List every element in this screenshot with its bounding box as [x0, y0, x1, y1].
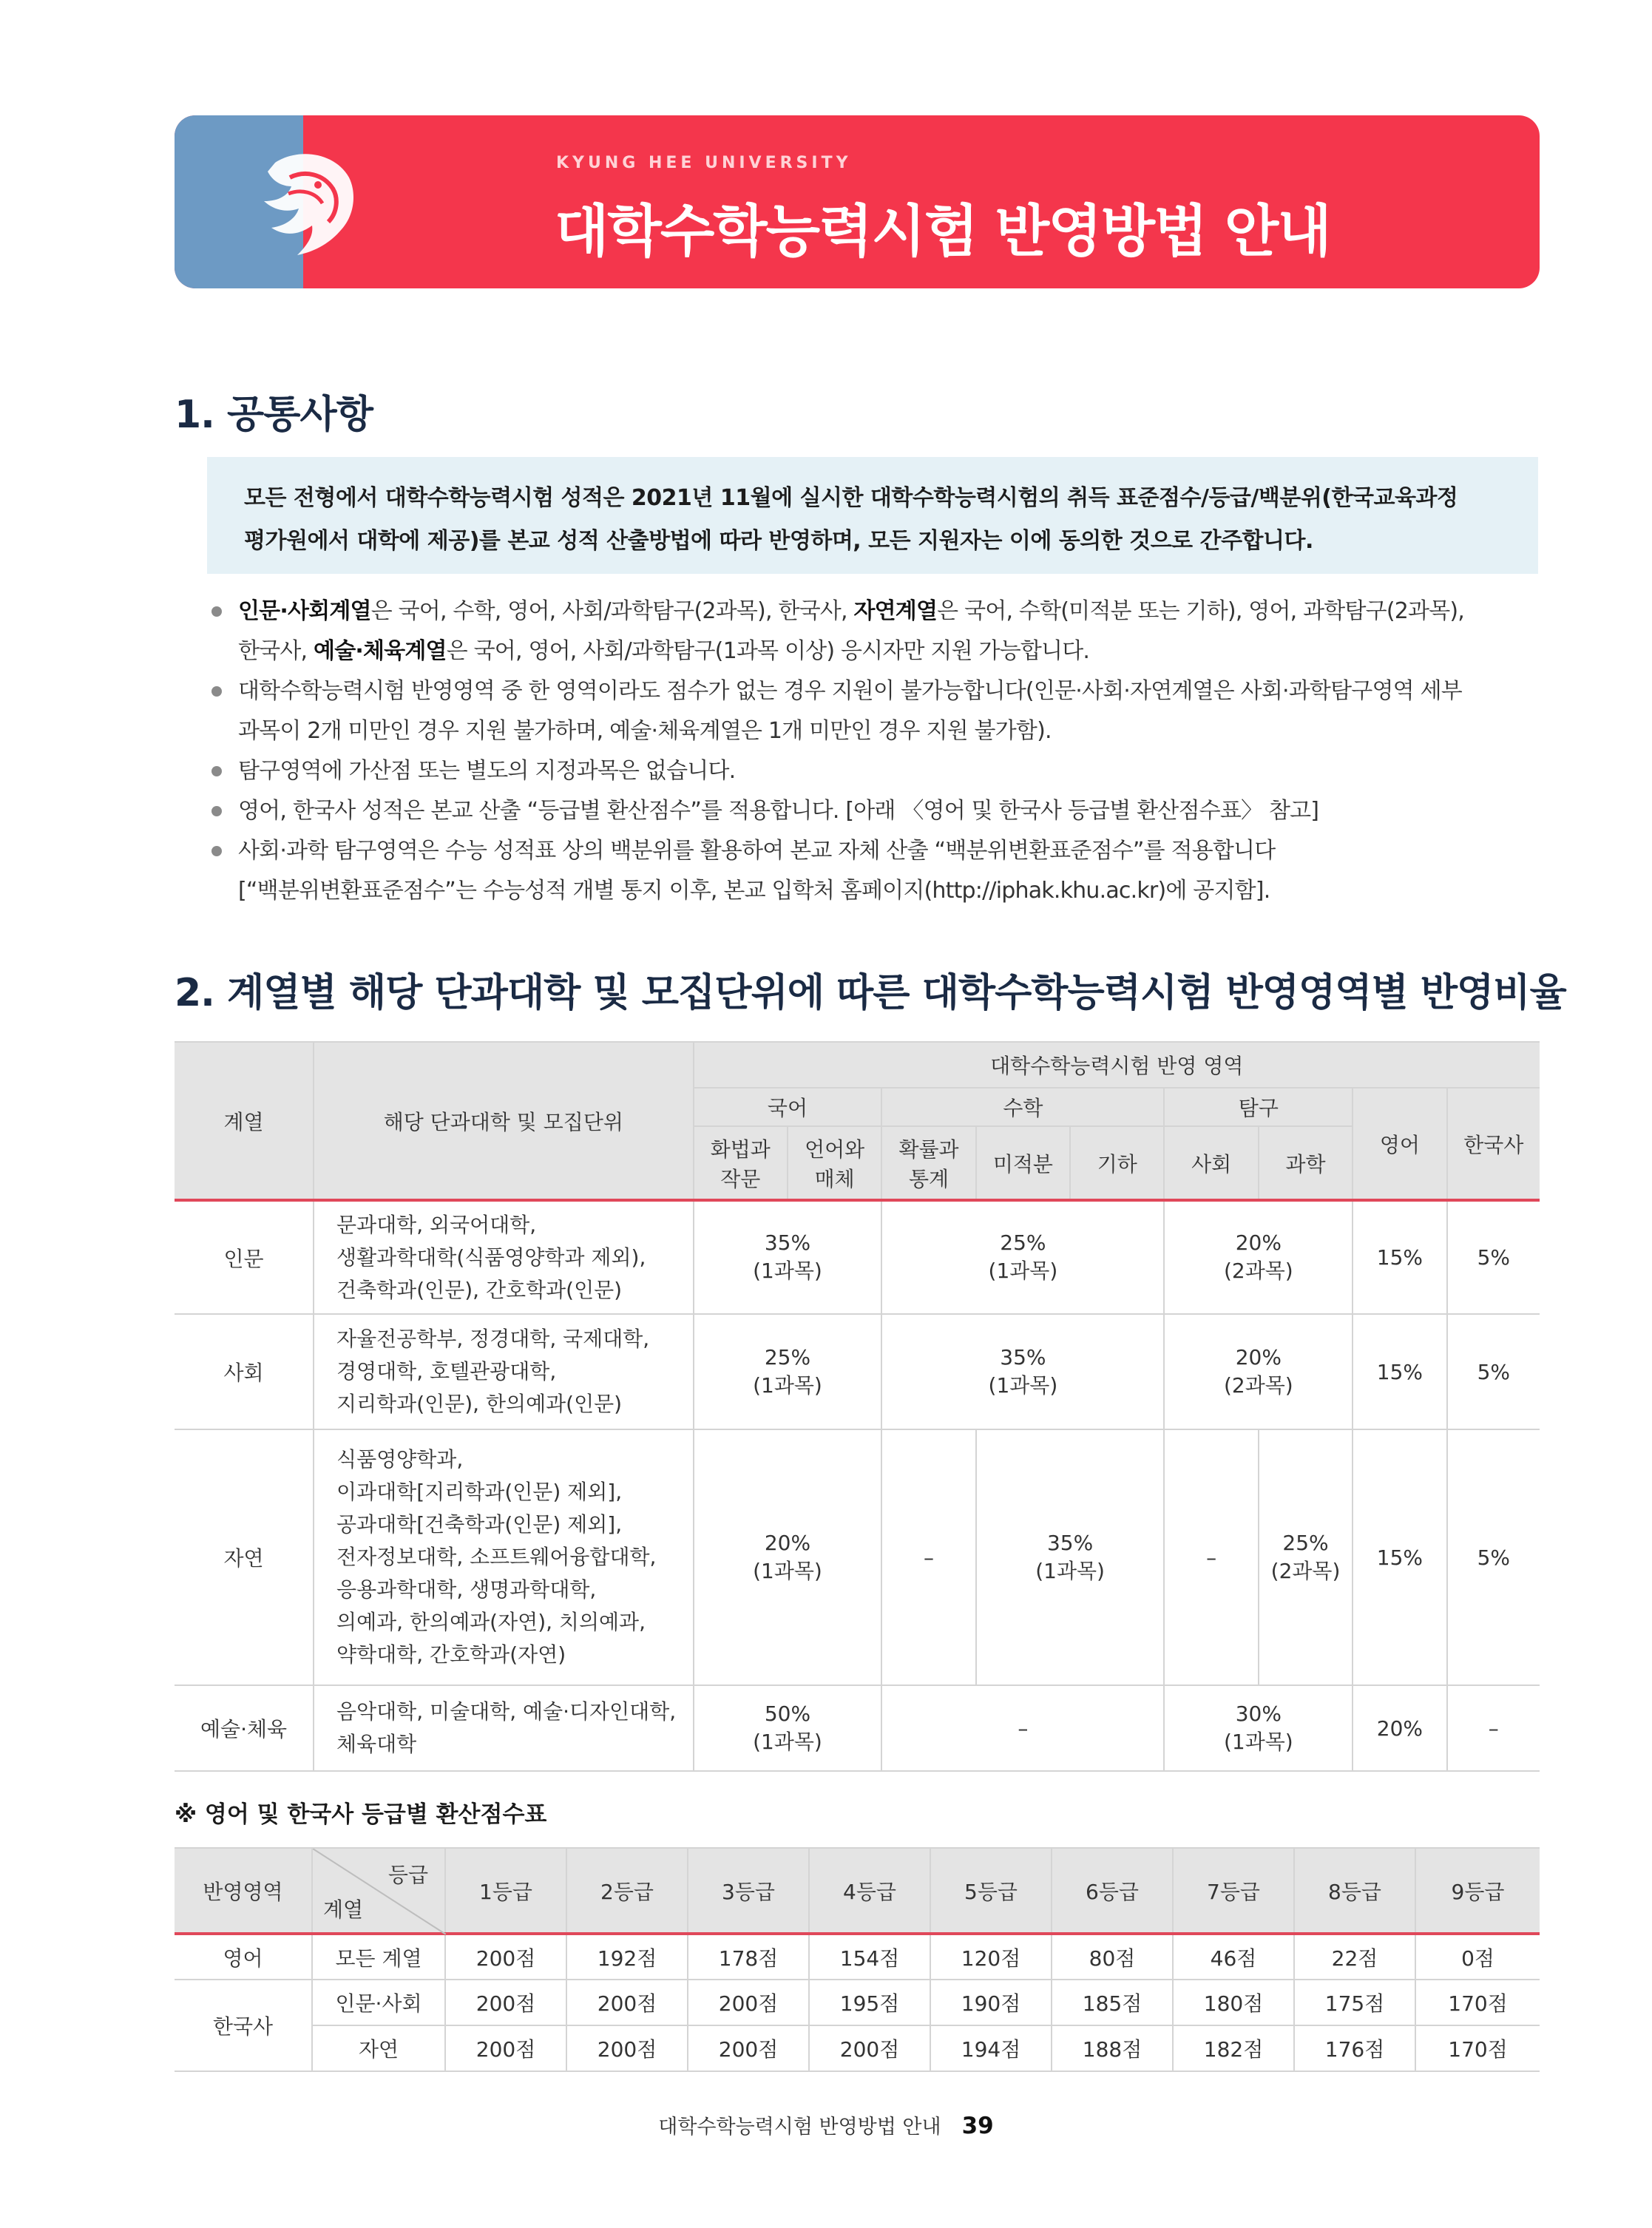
conversion-table [175, 1847, 1540, 2072]
korean-ratio [694, 1685, 882, 1771]
track-cell: 모든 계열 [312, 1934, 445, 1980]
history-ratio: – [1447, 1685, 1540, 1771]
header-math: 수학 [881, 1088, 1164, 1126]
text: 사회·과학 탐구영역은 수능 성적표 상의 백분위를 활용하여 본교 자체 산출 “백분위변환표준점수”를 적용합니다 [238, 838, 1276, 864]
table-row [175, 1934, 1540, 1980]
grade-header: 1등급 [445, 1848, 566, 1934]
math-ratio [881, 1200, 1164, 1314]
unit-line: 음악대학, 미술대학, 예술·디자인대학, [336, 1699, 677, 1724]
unit-line: 체육대학 [336, 1732, 417, 1756]
conversion-title: ※ 영어 및 한국사 등급별 환산점수표 [175, 1801, 547, 1828]
table-row [175, 1200, 1540, 1314]
korean-ratio [694, 1314, 882, 1429]
track-cell: 사회 [175, 1314, 314, 1429]
score-cell: 200점 [445, 2025, 566, 2071]
unit-line: 응용과학대학, 생명과학대학, [336, 1577, 597, 1602]
english-ratio: 15% [1353, 1200, 1446, 1314]
score-cell: 200점 [809, 2025, 930, 2071]
header-line: 화법과 [710, 1137, 771, 1162]
value: 35% [1046, 1530, 1094, 1555]
bullet-item [207, 831, 1538, 911]
score-cell: 80점 [1052, 1934, 1173, 1980]
unit-line: 경영대학, 호텔관광대학, [336, 1359, 557, 1384]
value: 25% [1282, 1530, 1329, 1555]
unit-line: 이과대학[지리학과(인문) 제외], [336, 1480, 623, 1504]
text: 은 국어, 수학, 영어, 사회/과학탐구(2과목), 한국사, [370, 598, 854, 624]
value-sub: (1과목) [1035, 1558, 1105, 1583]
value: 25% [764, 1344, 811, 1369]
value-sub: (2과목) [1223, 1259, 1293, 1283]
bullet-item [207, 791, 1538, 831]
score-cell: 182점 [1173, 2025, 1294, 2071]
bullet-dot-icon [211, 806, 222, 816]
unit-cell [314, 1200, 694, 1314]
score-cell: 200점 [688, 1980, 809, 2025]
unit-line: 생활과학대학(식품영양학과 제외), [336, 1245, 646, 1270]
common-bullets [207, 592, 1538, 911]
science-inquiry-ratio [1259, 1429, 1353, 1685]
bullet-item [207, 671, 1538, 751]
value-sub: (2과목) [1270, 1558, 1341, 1583]
table-row [175, 1980, 1540, 2025]
text: [“백분위변환표준점수”는 수능성적 개별 통지 이후, 본교 입학처 홈페이지(http://iphak.khu.ac.kr)에 공지함]. [238, 878, 1270, 904]
grade-header: 5등급 [930, 1848, 1052, 1934]
score-cell: 22점 [1294, 1934, 1415, 1980]
footer-label: 대학수학능력시험 반영방법 안내 [658, 2116, 941, 2139]
value: 20% [764, 1530, 811, 1555]
score-cell: 46점 [1173, 1934, 1294, 1980]
inquiry-ratio [1164, 1314, 1353, 1429]
inquiry-ratio [1164, 1200, 1353, 1314]
notice-line-1: 모든 전형에서 대학수학능력시험 성적은 2021년 11월에 실시한 대학수학능력시험의 취득 표준점수/등급/백분위(한국교육과정 [244, 485, 1458, 511]
table-row [175, 2025, 1540, 2071]
score-cell: 200점 [566, 1980, 688, 2025]
score-cell: 200점 [445, 1934, 566, 1980]
bullet-dot-icon [211, 686, 222, 697]
score-cell: 192점 [566, 1934, 688, 1980]
page-number: 39 [961, 2113, 994, 2139]
bullet-item [207, 751, 1538, 791]
value-sub: (1과목) [1223, 1729, 1293, 1754]
english-ratio: 15% [1353, 1429, 1446, 1685]
unit-cell [314, 1314, 694, 1429]
bold-text: 자연계열 [853, 598, 938, 624]
grade-header: 7등급 [1173, 1848, 1294, 1934]
header-calculus: 미적분 [976, 1126, 1070, 1200]
unit-cell [314, 1685, 694, 1771]
unit-line: 전자정보대학, 소프트웨어융합대학, [336, 1545, 657, 1569]
ratio-table [175, 1041, 1540, 1772]
header-grade-track [312, 1848, 445, 1934]
score-cell: 178점 [688, 1934, 809, 1980]
unit-line: 자율전공학부, 정경대학, 국제대학, [336, 1327, 650, 1351]
header-area: 대학수학능력시험 반영 영역 [694, 1042, 1540, 1088]
bullet-item [207, 592, 1538, 671]
social-inquiry-ratio: – [1164, 1429, 1258, 1685]
text: 탐구영역에 가산점 또는 별도의 지정과목은 없습니다. [238, 758, 736, 784]
header-geometry: 기하 [1070, 1126, 1164, 1200]
score-cell: 0점 [1415, 1934, 1540, 1980]
value-sub: (1과목) [753, 1729, 822, 1754]
english-ratio: 20% [1353, 1685, 1446, 1771]
score-cell: 154점 [809, 1934, 930, 1980]
section2-heading: 2. 계열별 해당 단과대학 및 모집단위에 따른 대학수학능력시험 반영영역별 반영비율 [175, 971, 1566, 1015]
track-cell: 예술·체육 [175, 1685, 314, 1771]
english-ratio: 15% [1353, 1314, 1446, 1429]
korean-ratio [694, 1200, 882, 1314]
history-ratio: 5% [1447, 1429, 1540, 1685]
university-name: KYUNG HEE UNIVERSITY [556, 154, 852, 172]
section1-heading: 1. 공통사항 [175, 393, 373, 437]
lion-logo-icon [246, 148, 364, 259]
grade-header: 3등급 [688, 1848, 809, 1934]
header-unit: 해당 단과대학 및 모집단위 [314, 1042, 694, 1200]
header-korean: 국어 [694, 1088, 882, 1126]
page-footer [0, 2110, 1652, 2139]
header-english: 영어 [1353, 1088, 1446, 1200]
inquiry-ratio [1164, 1685, 1353, 1771]
header-track: 계열 [323, 1897, 364, 1922]
value-sub: (2과목) [1223, 1372, 1293, 1398]
header-line: 언어와 [805, 1137, 865, 1162]
header-history: 한국사 [1447, 1088, 1540, 1200]
header-line: 매체 [814, 1166, 855, 1191]
value-sub: (1과목) [988, 1259, 1058, 1283]
value: 35% [1000, 1344, 1046, 1369]
text: 은 국어, 수학(미적분 또는 기하), 영어, 과학탐구(2과목), [937, 598, 1465, 624]
header-area: 반영영역 [175, 1848, 312, 1934]
table-row [175, 1429, 1540, 1685]
score-cell: 194점 [930, 2025, 1052, 2071]
score-cell: 195점 [809, 1980, 930, 2025]
score-cell: 170점 [1415, 1980, 1540, 2025]
score-cell: 190점 [930, 1980, 1052, 2025]
score-cell: 170점 [1415, 2025, 1540, 2071]
grade-header: 9등급 [1415, 1848, 1540, 1934]
math-ratio: – [881, 1685, 1164, 1771]
grade-header: 4등급 [809, 1848, 930, 1934]
bold-text: 예술·체육계열 [314, 638, 447, 664]
header-speech-writing [694, 1126, 788, 1200]
track-cell: 자연 [175, 1429, 314, 1685]
value: 50% [764, 1701, 811, 1726]
value-sub: (1과목) [753, 1372, 822, 1398]
score-cell: 200점 [445, 1980, 566, 2025]
header-line: 확률과 [898, 1137, 959, 1162]
value: 25% [1000, 1230, 1046, 1255]
value-sub: (1과목) [753, 1259, 822, 1283]
bold-text: 인문·사회계열 [238, 598, 371, 624]
unit-line: 건축학과(인문), 간호학과(인문) [336, 1277, 623, 1302]
header-inquiry: 탐구 [1164, 1088, 1353, 1126]
header-banner [175, 115, 1540, 288]
grade-header: 8등급 [1294, 1848, 1415, 1934]
unit-line: 문과대학, 외국어대학, [336, 1212, 537, 1237]
unit-line: 지리학과(인문), 한의예과(인문) [336, 1392, 623, 1416]
header-line: 통계 [908, 1166, 949, 1191]
track-cell: 인문 [175, 1200, 314, 1314]
header-social: 사회 [1164, 1126, 1258, 1200]
bullet-dot-icon [211, 766, 222, 776]
unit-line: 약학대학, 간호학과(자연) [336, 1642, 566, 1667]
header-language-media [788, 1126, 881, 1200]
score-cell: 176점 [1294, 2025, 1415, 2071]
math-ratio [881, 1314, 1164, 1429]
bullet-dot-icon [211, 606, 222, 617]
value-sub: (1과목) [988, 1372, 1058, 1398]
notice-line-2: 평가원에서 대학에 제공)를 본교 성적 산출방법에 따라 반영하며, 모든 지원자는 이에 동의한 것으로 간주합니다. [244, 528, 1313, 554]
score-cell: 188점 [1052, 2025, 1173, 2071]
score-cell: 200점 [566, 2025, 688, 2071]
value-sub: (1과목) [753, 1558, 822, 1583]
notice-box [207, 457, 1538, 574]
score-cell: 200점 [688, 2025, 809, 2071]
history-ratio: 5% [1447, 1200, 1540, 1314]
prob-stat-ratio: – [881, 1429, 975, 1685]
value: 20% [1235, 1230, 1282, 1255]
page-title: 대학수학능력시험 반영방법 안내 [555, 198, 1330, 264]
value: 30% [1235, 1701, 1282, 1726]
area-cell: 영어 [175, 1934, 312, 1980]
area-cell: 한국사 [175, 1980, 312, 2071]
bullet-dot-icon [211, 846, 222, 856]
grade-header: 2등급 [566, 1848, 688, 1934]
header-line: 작문 [720, 1166, 761, 1191]
text: 대학수학능력시험 반영영역 중 한 영역이라도 점수가 없는 경우 지원이 불가능합니다(인문·사회·자연계열은 사회·과학탐구영역 세부 [238, 678, 1462, 704]
text: 은 국어, 영어, 사회/과학탐구(1과목 이상) 응시자만 지원 가능합니다. [446, 638, 1090, 664]
text: 한국사, [238, 638, 314, 664]
table-row [175, 1314, 1540, 1429]
score-cell: 185점 [1052, 1980, 1173, 2025]
text: 과목이 2개 미만인 경우 지원 불가하며, 예술·체육계열은 1개 미만인 경우 지원 불가함). [238, 718, 1052, 744]
math-ratio [976, 1429, 1165, 1685]
unit-line: 의예과, 한의예과(자연), 치의예과, [336, 1610, 646, 1634]
value: 20% [1235, 1344, 1282, 1369]
text: 영어, 한국사 성적은 본교 산출 “등급별 환산점수”를 적용합니다. [아래 〈영어 및 한국사 등급별 환산점수표〉 참고] [238, 798, 1319, 824]
header-track: 계열 [175, 1042, 314, 1200]
table-row [175, 1685, 1540, 1771]
value: 35% [764, 1230, 811, 1255]
korean-ratio [694, 1429, 882, 1685]
score-cell: 120점 [930, 1934, 1052, 1980]
score-cell: 180점 [1173, 1980, 1294, 2025]
track-cell: 자연 [312, 2025, 445, 2071]
history-ratio: 5% [1447, 1314, 1540, 1429]
unit-cell [314, 1429, 694, 1685]
grade-header: 6등급 [1052, 1848, 1173, 1934]
score-cell: 175점 [1294, 1980, 1415, 2025]
header-prob-stat [881, 1126, 975, 1200]
track-cell: 인문·사회 [312, 1980, 445, 2025]
unit-line: 식품영양학과, [336, 1447, 464, 1472]
unit-line: 공과대학[건축학과(인문) 제외], [336, 1512, 623, 1537]
header-science: 과학 [1259, 1126, 1353, 1200]
header-grade: 등급 [387, 1863, 428, 1887]
